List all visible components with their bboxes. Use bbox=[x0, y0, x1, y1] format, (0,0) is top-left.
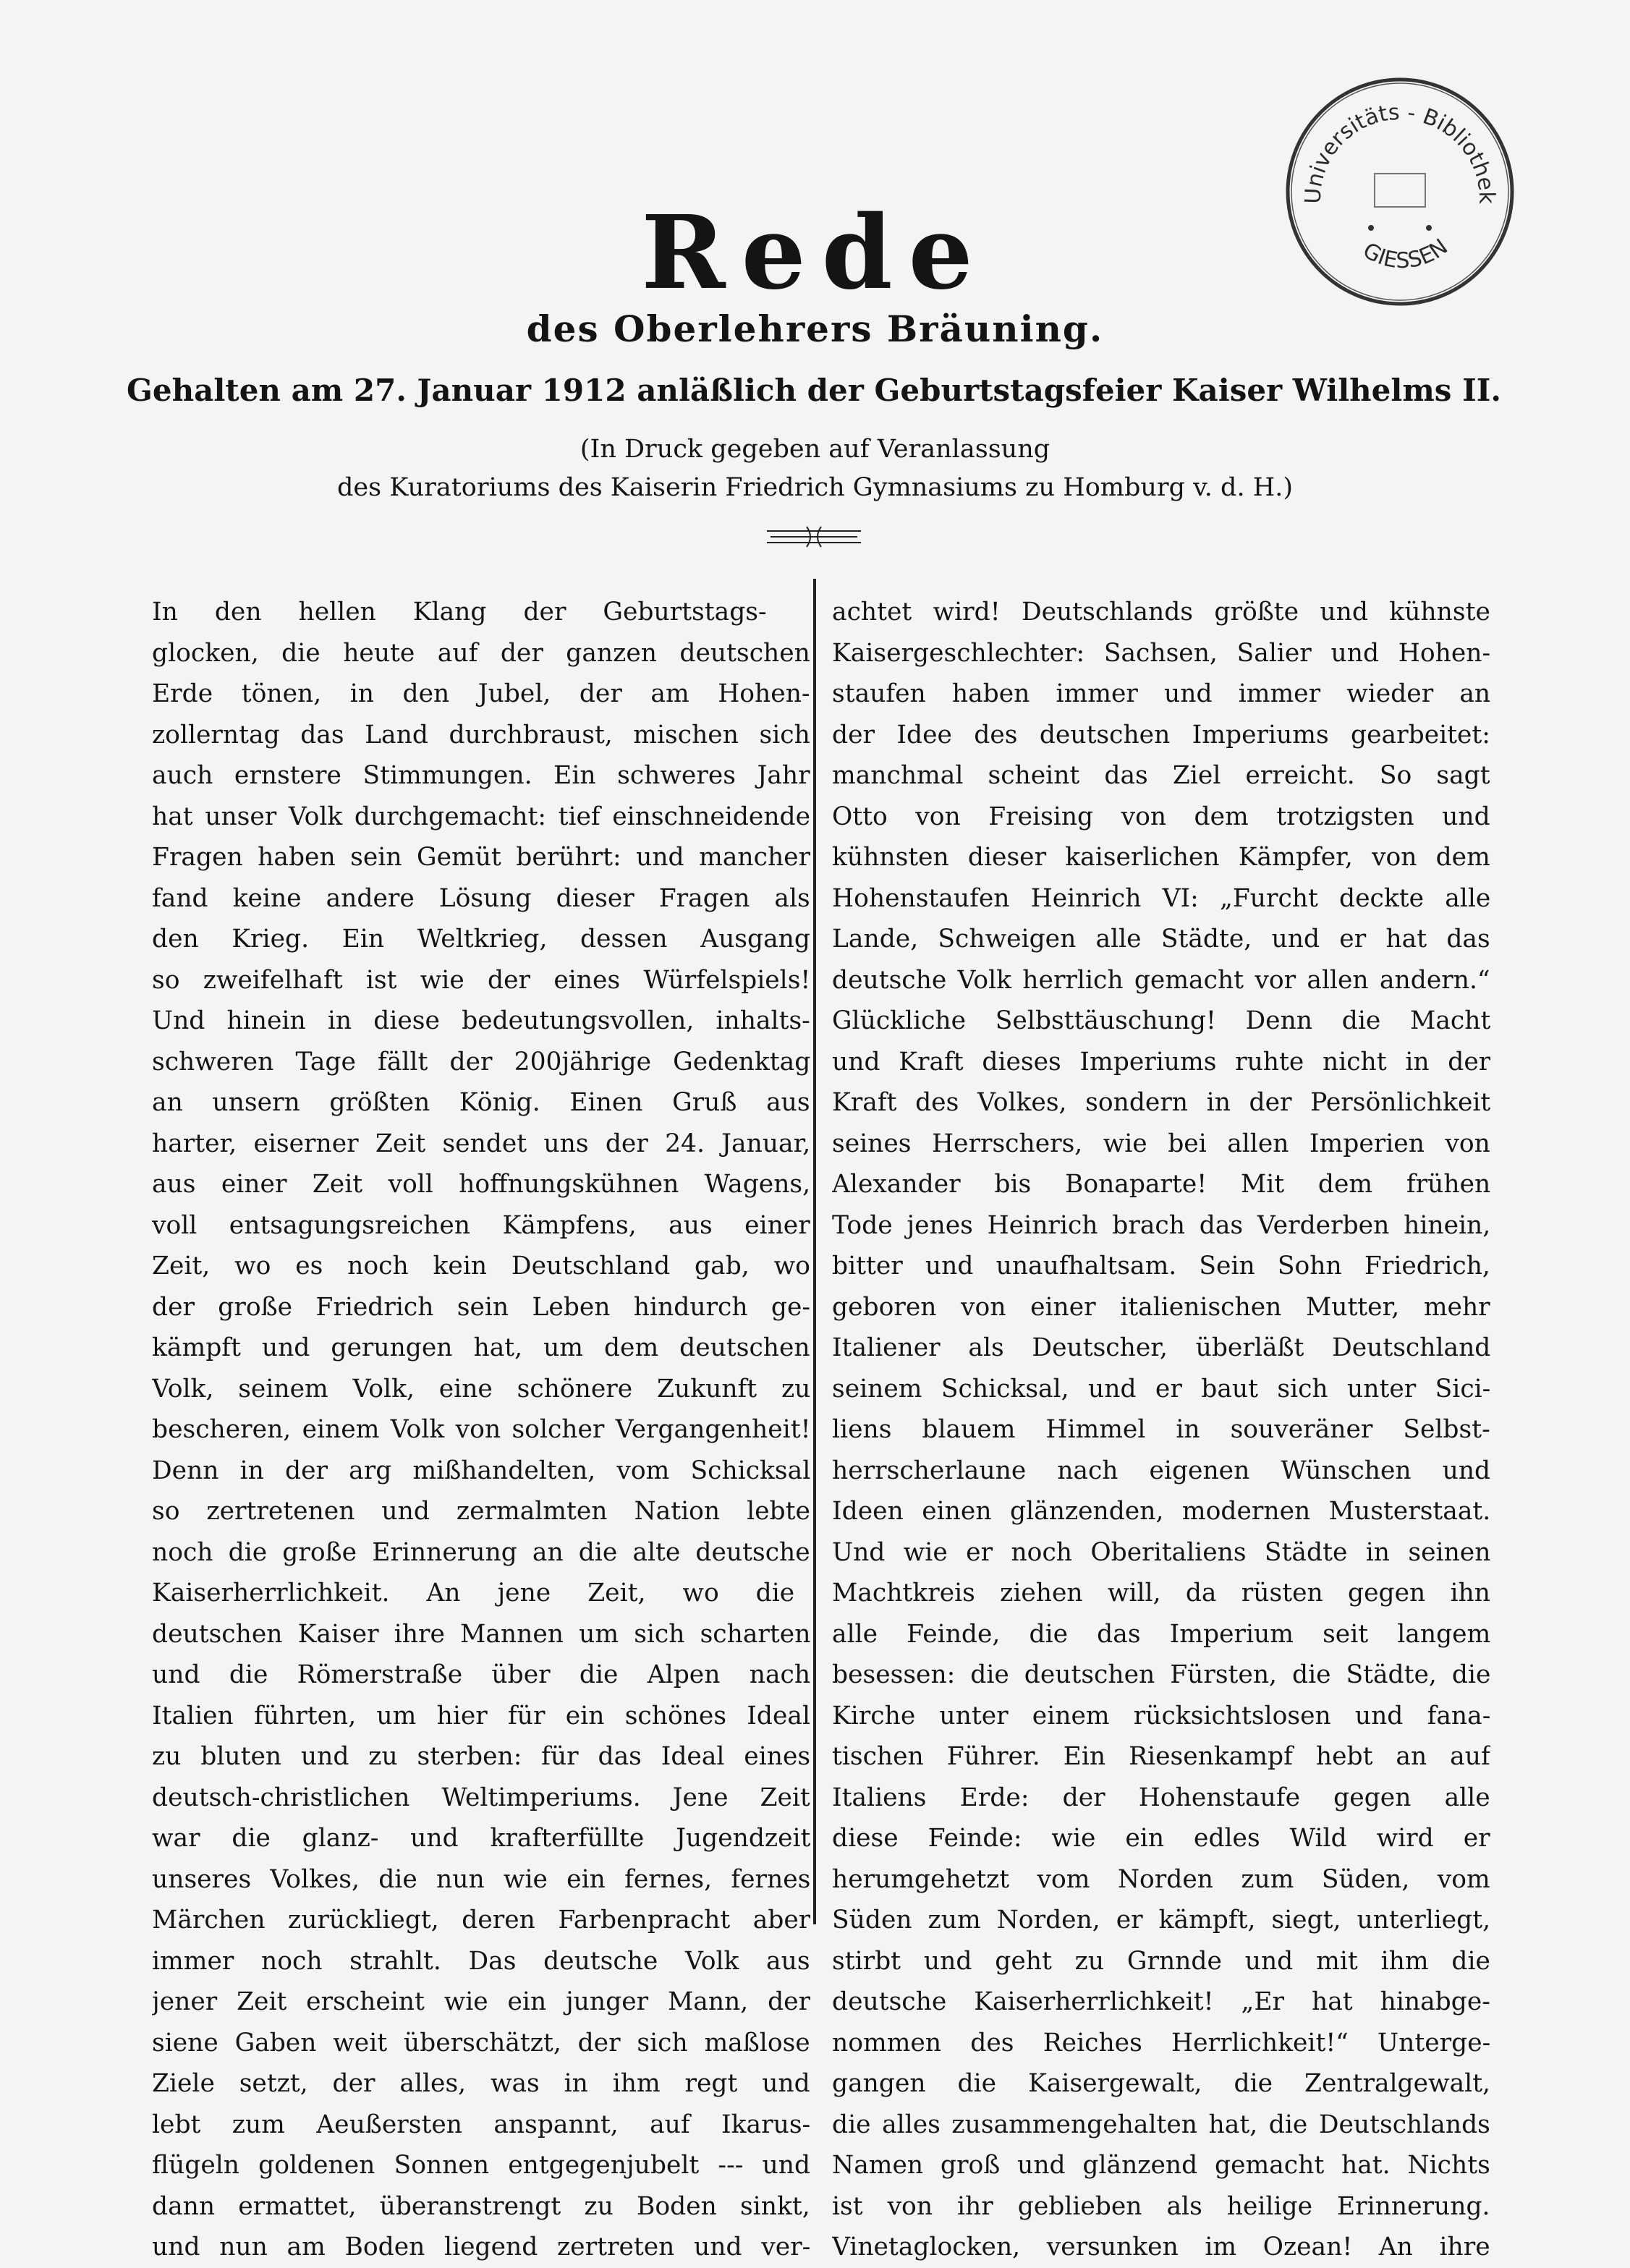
text-line: zollerntag das Land durchbraust, mischen sich bbox=[152, 720, 810, 749]
text-line: Italien führten, um hier für ein schönes Ideal bbox=[152, 1701, 810, 1730]
text-line: Italiener als Deutscher, überläßt Deutschland bbox=[832, 1333, 1490, 1362]
text-line: deutsche Volk herrlich gemacht vor allen andern.“ bbox=[832, 965, 1490, 995]
text-line: Kraft des Volkes, sondern in der Persönlichkeit bbox=[832, 1088, 1490, 1117]
ornament-divider bbox=[763, 521, 865, 553]
text-line: und die Römerstraße über die Alpen nach bbox=[152, 1660, 810, 1689]
text-line: Volk, seinem Volk, eine schönere Zukunft zu bbox=[152, 1374, 810, 1403]
text-line: Namen groß und glänzend gemacht hat. Nichts bbox=[832, 2151, 1490, 2180]
text-line: so zweifelhaft ist wie der eines Würfelspiels! bbox=[152, 965, 810, 995]
text-line: Tode jenes Heinrich brach das Verderben hinein, bbox=[832, 1210, 1490, 1240]
text-line: war die glanz- und krafterfüllte Jugendzeit bbox=[152, 1824, 810, 1853]
text-line: stirbt und geht zu Grnnde und mit ihm die bbox=[832, 1946, 1490, 1976]
page-title: Rede bbox=[641, 194, 989, 313]
column-rule bbox=[813, 579, 816, 1924]
text-column-left bbox=[152, 592, 810, 2268]
text-line: bescheren, einem Volk von solcher Vergangenheit! bbox=[152, 1415, 810, 1444]
text-line: diese Feinde: wie ein edles Wild wird er bbox=[832, 1824, 1490, 1853]
text-line: Und hinein in diese bedeutungsvollen, inhalts- bbox=[152, 1006, 810, 1035]
text-line: seines Herrschers, wie bei allen Imperien von bbox=[832, 1129, 1490, 1158]
text-line: Machtkreis ziehen will, da rüsten gegen ihn bbox=[832, 1579, 1490, 1607]
text-line: Ideen einen glänzenden, modernen Musterstaat. bbox=[832, 1497, 1490, 1526]
text-line: liens blauem Himmel in souveräner Selbst- bbox=[832, 1415, 1490, 1444]
text-line: ist von ihr geblieben als heilige Erinnerung. bbox=[832, 2191, 1490, 2221]
text-line: geboren von einer italienischen Mutter, mehr bbox=[832, 1292, 1490, 1322]
text-line: hat unser Volk durchgemacht: tief einschneidende bbox=[152, 802, 810, 831]
stamp-text-top: Universitäts - Bibliothek bbox=[1300, 99, 1500, 205]
text-line: achtet wird! Deutschlands größte und kühnste bbox=[832, 598, 1490, 627]
text-line: aus einer Zeit voll hoffnungskühnen Wagens, bbox=[152, 1170, 810, 1199]
text-line: immer noch strahlt. Das deutsche Volk aus bbox=[152, 1946, 810, 1976]
text-line: jener Zeit erscheint wie ein junger Mann, der bbox=[152, 1987, 810, 2016]
text-line: der große Friedrich sein Leben hindurch ge- bbox=[152, 1292, 810, 1322]
text-line: deutsche Kaiserherrlichkeit! „Er hat hinabge- bbox=[832, 1987, 1490, 2016]
text-line: flügeln goldenen Sonnen entgegenjubelt --- und bbox=[152, 2151, 810, 2180]
speaker-line: des Oberlehrers Bräuning. bbox=[526, 307, 1104, 350]
text-line: noch die große Erinnerung an die alte deutsche bbox=[152, 1537, 810, 1567]
text-line: Kaisergeschlechter: Sachsen, Salier und Hohen- bbox=[832, 638, 1490, 668]
text-line: Vinetaglocken, versunken im Ozean! An ihre bbox=[832, 2233, 1490, 2261]
text-line: In den hellen Klang der Geburtstags- bbox=[152, 598, 767, 627]
text-line: bitter und unaufhaltsam. Sein Sohn Friedrich, bbox=[832, 1252, 1490, 1280]
text-line: an unsern größten König. Einen Gruß aus bbox=[152, 1088, 810, 1117]
text-line: siene Gaben weit überschätzt, der sich maßlose bbox=[152, 2028, 810, 2057]
stamp-text-bottom: GIESSEN bbox=[1358, 234, 1453, 274]
text-line: kühnsten dieser kaiserlichen Kämpfer, von dem bbox=[832, 843, 1490, 872]
text-line: tischen Führer. Ein Riesenkampf hebt an auf bbox=[832, 1742, 1490, 1771]
text-line: den Krieg. Ein Weltkrieg, dessen Ausgang bbox=[152, 925, 810, 954]
text-line: staufen haben immer und immer wieder an bbox=[832, 679, 1490, 708]
text-line: seinem Schicksal, und er baut sich unter Sici- bbox=[832, 1374, 1490, 1403]
text-line: Erde tönen, in den Jubel, der am Hohen- bbox=[152, 679, 810, 708]
text-line: harter, eiserner Zeit sendet uns der 24. Januar, bbox=[152, 1129, 810, 1158]
occasion-line: Gehalten am 27. Januar 1912 anläßlich der Geburtstagsfeier Kaiser Wilhelms II. bbox=[127, 373, 1501, 408]
text-line: Denn in der arg mißhandelten, vom Schicksal bbox=[152, 1456, 810, 1485]
text-line: glocken, die heute auf der ganzen deutschen bbox=[152, 638, 810, 668]
text-line: und Kraft dieses Imperiums ruhte nicht in der bbox=[832, 1047, 1490, 1076]
text-line: Süden zum Norden, er kämpft, siegt, unterliegt, bbox=[832, 1906, 1490, 1934]
text-line: Fragen haben sein Gemüt berührt: und mancher bbox=[152, 843, 810, 872]
text-line: Zeit, wo es noch kein Deutschland gab, wo bbox=[152, 1252, 810, 1280]
text-line: der Idee des deutschen Imperiums gearbeitet: bbox=[832, 720, 1490, 749]
text-line: deutschen Kaiser ihre Mannen um sich scharten bbox=[152, 1619, 810, 1649]
text-line: lebt zum Aeußersten anspannt, auf Ikarus- bbox=[152, 2110, 810, 2139]
text-line: besessen: die deutschen Fürsten, die Städte, die bbox=[832, 1660, 1490, 1689]
text-line: schweren Tage fällt der 200jährige Gedenktag bbox=[152, 1047, 810, 1076]
text-line: voll entsagungsreichen Kämpfens, aus einer bbox=[152, 1210, 810, 1240]
text-line: und nun am Boden liegend zertreten und ver- bbox=[152, 2233, 810, 2261]
text-line: zu bluten und zu sterben: für das Ideal eines bbox=[152, 1742, 810, 1771]
text-line: deutsch-christlichen Weltimperiums. Jene Zeit bbox=[152, 1783, 810, 1812]
text-line: Kaiserherrlichkeit. An jene Zeit, wo die bbox=[152, 1579, 795, 1607]
text-line: Ziele setzt, der alles, was in ihm regt und bbox=[152, 2069, 810, 2098]
text-line: gangen die Kaisergewalt, die Zentralgewalt, bbox=[832, 2069, 1490, 2098]
text-line: Und wie er noch Oberitaliens Städte in seinen bbox=[832, 1537, 1490, 1567]
text-line: unseres Volkes, die nun wie ein fernes, fernes bbox=[152, 1864, 810, 1894]
text-line: Alexander bis Bonaparte! Mit dem frühen bbox=[832, 1170, 1490, 1199]
text-line: Otto von Freising von dem trotzigsten und bbox=[832, 802, 1490, 831]
text-line: dann ermattet, überanstrengt zu Boden sinkt, bbox=[152, 2191, 810, 2221]
text-line: Glückliche Selbsttäuschung! Denn die Macht bbox=[832, 1006, 1490, 1035]
text-line: herrscherlaune nach eigenen Wünschen und bbox=[832, 1456, 1490, 1485]
text-line: manchmal scheint das Ziel erreicht. So sagt bbox=[832, 761, 1490, 790]
text-line: Italiens Erde: der Hohenstaufe gegen alle bbox=[832, 1783, 1490, 1812]
text-line: Märchen zurückliegt, deren Farbenpracht aber bbox=[152, 1906, 810, 1934]
text-column-right bbox=[832, 592, 1490, 2268]
text-line: kämpft und gerungen hat, um dem deutschen bbox=[152, 1333, 810, 1362]
text-line: auch ernstere Stimmungen. Ein schweres Jahr bbox=[152, 761, 810, 790]
print-note-line-1: (In Druck gegeben auf Veranlassung bbox=[580, 435, 1050, 464]
text-line: alle Feinde, die das Imperium seit langem bbox=[832, 1619, 1490, 1649]
text-line: fand keine andere Lösung dieser Fragen als bbox=[152, 883, 810, 913]
text-line: die alles zusammengehalten hat, die Deutschlands bbox=[832, 2110, 1490, 2139]
text-line: Hohenstaufen Heinrich VI: „Furcht deckte alle bbox=[832, 883, 1490, 913]
text-line: Lande, Schweigen alle Städte, und er hat das bbox=[832, 925, 1490, 954]
text-line: Kirche unter einem rücksichtslosen und fana- bbox=[832, 1701, 1490, 1730]
text-line: nommen des Reiches Herrlichkeit!“ Unterge- bbox=[832, 2028, 1490, 2057]
text-line: so zertretenen und zermalmten Nation lebte bbox=[152, 1497, 810, 1526]
text-line: herumgehetzt vom Norden zum Süden, vom bbox=[832, 1864, 1490, 1894]
print-note-line-2: des Kuratoriums des Kaiserin Friedrich Gymnasiums zu Homburg v. d. H.) bbox=[336, 473, 1294, 502]
